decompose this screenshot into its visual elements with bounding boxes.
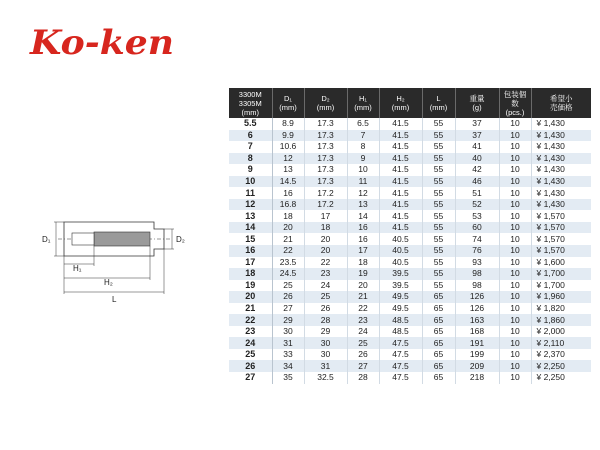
price-cell: ¥ 1,570 (531, 222, 591, 234)
table-cell: 14 (347, 210, 379, 222)
table-row (229, 222, 591, 234)
table-cell: 10 (499, 337, 531, 349)
table-cell: 10 (499, 291, 531, 303)
table-cell: 25 (347, 337, 379, 349)
price-cell: ¥ 1,570 (531, 233, 591, 245)
column-header-line: 重量 (469, 94, 485, 103)
price-cell: ¥ 1,430 (531, 118, 591, 130)
table-cell: 10 (499, 210, 531, 222)
table-cell: 191 (455, 337, 499, 349)
size-cell: 12 (229, 199, 272, 211)
table-cell: 65 (422, 314, 455, 326)
table-cell: 39.5 (379, 268, 422, 280)
label-d1: D₁ (42, 235, 51, 244)
table-cell: 8 (347, 141, 379, 153)
table-cell: 16 (347, 222, 379, 234)
table-cell: 47.5 (379, 360, 422, 372)
table-cell: 46 (455, 176, 499, 188)
column-header-line: 包装個数 (503, 89, 527, 108)
table-cell: 41.5 (379, 118, 422, 130)
table-cell: 29 (304, 326, 347, 338)
table-cell: 6.5 (347, 118, 379, 130)
column-header-line: (mm) (316, 103, 335, 112)
size-cell: 13 (229, 210, 272, 222)
table-cell: 55 (422, 280, 455, 292)
table-cell: 8.9 (272, 118, 304, 130)
table-cell: 10 (499, 164, 531, 176)
table-row (229, 199, 591, 211)
price-cell: ¥ 1,430 (531, 164, 591, 176)
table-cell: 42 (455, 164, 499, 176)
table-cell: 41.5 (379, 187, 422, 199)
table-cell: 27 (347, 360, 379, 372)
table-row (229, 176, 591, 188)
table-cell: 21 (272, 233, 304, 245)
table-cell: 20 (272, 222, 304, 234)
table-cell: 126 (455, 291, 499, 303)
table-cell: 55 (422, 268, 455, 280)
table-cell: 55 (422, 118, 455, 130)
table-cell: 10 (499, 222, 531, 234)
table-row (229, 280, 591, 292)
table-cell: 55 (422, 187, 455, 199)
table-cell: 65 (422, 291, 455, 303)
table-cell: 65 (422, 349, 455, 361)
table-cell: 23 (304, 268, 347, 280)
table-cell: 10 (499, 314, 531, 326)
label-d2: D₂ (176, 235, 185, 244)
table-cell: 18 (347, 257, 379, 269)
column-header-line: 3300M (238, 89, 262, 99)
size-cell: 5.5 (229, 118, 272, 130)
koken-logo (28, 16, 178, 66)
table-cell: 22 (304, 257, 347, 269)
table-cell: 10 (499, 118, 531, 130)
table-cell: 26 (347, 349, 379, 361)
table-cell: 26 (272, 291, 304, 303)
column-header (379, 88, 422, 118)
table-cell: 18 (304, 222, 347, 234)
price-cell: ¥ 1,960 (531, 291, 591, 303)
table-cell: 25 (272, 280, 304, 292)
logo-text: Ko-ken (28, 23, 174, 63)
table-cell: 60 (455, 222, 499, 234)
size-cell: 25 (229, 349, 272, 361)
label-h1: H₁ (73, 264, 82, 273)
table-cell: 65 (422, 337, 455, 349)
table-cell: 20 (347, 280, 379, 292)
column-header (455, 88, 499, 118)
column-header-line: H₁ (359, 94, 367, 103)
price-cell: ¥ 2,370 (531, 349, 591, 361)
table-row (229, 257, 591, 269)
table-cell: 10 (499, 245, 531, 257)
column-header (531, 88, 591, 118)
size-cell: 7 (229, 141, 272, 153)
table-row (229, 360, 591, 372)
table-cell: 41.5 (379, 153, 422, 165)
table-cell: 27 (272, 303, 304, 315)
table-cell: 17.3 (304, 130, 347, 142)
table-cell: 12 (272, 153, 304, 165)
size-cell: 20 (229, 291, 272, 303)
table-cell: 49.5 (379, 303, 422, 315)
table-cell: 28 (304, 314, 347, 326)
table-row (229, 314, 591, 326)
table-cell: 10 (499, 326, 531, 338)
size-cell: 24 (229, 337, 272, 349)
table-cell: 33 (272, 349, 304, 361)
table-row (229, 164, 591, 176)
table-cell: 49.5 (379, 291, 422, 303)
price-cell: ¥ 1,820 (531, 303, 591, 315)
table-cell: 209 (455, 360, 499, 372)
table-cell: 47.5 (379, 337, 422, 349)
size-cell: 18 (229, 268, 272, 280)
socket-dimension-diagram (36, 214, 196, 306)
table-cell: 14.5 (272, 176, 304, 188)
table-cell: 40 (455, 153, 499, 165)
table-cell: 30 (304, 337, 347, 349)
table-row (229, 118, 591, 130)
table-cell: 28 (347, 372, 379, 384)
column-header (272, 88, 304, 118)
table-cell: 10 (499, 141, 531, 153)
size-cell: 15 (229, 233, 272, 245)
table-row (229, 153, 591, 165)
table-row (229, 130, 591, 142)
column-header-line: D₁ (284, 94, 292, 103)
price-cell: ¥ 1,570 (531, 245, 591, 257)
price-cell: ¥ 1,430 (531, 130, 591, 142)
table-cell: 17.3 (304, 164, 347, 176)
table-cell: 55 (422, 199, 455, 211)
table-cell: 199 (455, 349, 499, 361)
table-cell: 17 (304, 210, 347, 222)
price-cell: ¥ 1,430 (531, 199, 591, 211)
column-header-line: H₂ (396, 94, 405, 103)
table-cell: 23 (347, 314, 379, 326)
table-cell: 55 (422, 233, 455, 245)
table-cell: 55 (422, 176, 455, 188)
table-row (229, 349, 591, 361)
column-header (499, 88, 531, 118)
table-cell: 65 (422, 360, 455, 372)
table-cell: 11 (347, 176, 379, 188)
table-cell: 47.5 (379, 349, 422, 361)
table-cell: 10 (499, 268, 531, 280)
column-header (347, 88, 379, 118)
table-cell: 18 (272, 210, 304, 222)
size-cell: 17 (229, 257, 272, 269)
table-cell: 65 (422, 326, 455, 338)
table-cell: 126 (455, 303, 499, 315)
column-header (304, 88, 347, 118)
table-cell: 21 (347, 291, 379, 303)
table-cell: 17.2 (304, 187, 347, 199)
table-row (229, 326, 591, 338)
column-header-line: (mm) (241, 107, 259, 117)
table-cell: 20 (304, 245, 347, 257)
table-cell: 30 (304, 349, 347, 361)
column-header-line: 希望小 (550, 94, 573, 103)
table-cell: 16 (272, 187, 304, 199)
table-cell: 22 (347, 303, 379, 315)
table-cell: 10 (499, 257, 531, 269)
table-cell: 55 (422, 222, 455, 234)
table-cell: 55 (422, 245, 455, 257)
table-cell: 24.5 (272, 268, 304, 280)
socket-spec-table (229, 88, 591, 384)
column-header (229, 88, 272, 118)
size-cell: 26 (229, 360, 272, 372)
table-cell: 23.5 (272, 257, 304, 269)
table-cell: 10 (499, 130, 531, 142)
table-cell: 20 (304, 233, 347, 245)
table-cell: 51 (455, 187, 499, 199)
price-cell: ¥ 2,000 (531, 326, 591, 338)
table-cell: 52 (455, 199, 499, 211)
table-cell: 41.5 (379, 210, 422, 222)
table-cell: 31 (272, 337, 304, 349)
table-cell: 17 (347, 245, 379, 257)
label-h2: H₂ (104, 278, 113, 287)
table-cell: 65 (422, 303, 455, 315)
table-row (229, 303, 591, 315)
table-cell: 41 (455, 141, 499, 153)
table-cell: 41.5 (379, 164, 422, 176)
size-cell: 6 (229, 130, 272, 142)
table-row (229, 233, 591, 245)
table-cell: 10 (499, 187, 531, 199)
price-cell: ¥ 1,700 (531, 280, 591, 292)
size-cell: 11 (229, 187, 272, 199)
table-body (229, 118, 591, 384)
column-header-line: (mm) (279, 103, 297, 112)
table-cell: 10 (499, 372, 531, 384)
price-cell: ¥ 1,570 (531, 210, 591, 222)
column-header-line: (mm) (429, 103, 448, 112)
price-cell: ¥ 2,250 (531, 372, 591, 384)
table-header (229, 88, 591, 118)
table-cell: 17.3 (304, 118, 347, 130)
table-cell: 10 (499, 153, 531, 165)
table-cell: 10.6 (272, 141, 304, 153)
table-cell: 98 (455, 280, 499, 292)
table-cell: 98 (455, 268, 499, 280)
table-cell: 10 (499, 349, 531, 361)
table-cell: 24 (347, 326, 379, 338)
table-cell: 41.5 (379, 199, 422, 211)
socket-section-hatching (72, 232, 150, 246)
table-cell: 10 (499, 360, 531, 372)
table-cell: 55 (422, 153, 455, 165)
size-cell: 23 (229, 326, 272, 338)
table-cell: 48.5 (379, 314, 422, 326)
table-cell: 17.3 (304, 141, 347, 153)
table-cell: 17.3 (304, 153, 347, 165)
table-cell: 48.5 (379, 326, 422, 338)
column-header-line: (mm) (354, 103, 372, 112)
size-cell: 22 (229, 314, 272, 326)
table-cell: 17.2 (304, 199, 347, 211)
table-cell: 47.5 (379, 372, 422, 384)
size-cell: 21 (229, 303, 272, 315)
header-row (229, 88, 591, 118)
table-cell: 32.5 (304, 372, 347, 384)
column-header-line: L (436, 94, 441, 103)
table-cell: 41.5 (379, 176, 422, 188)
table-row (229, 291, 591, 303)
size-cell: 8 (229, 153, 272, 165)
table-cell: 55 (422, 257, 455, 269)
price-cell: ¥ 2,110 (531, 337, 591, 349)
table-cell: 25 (304, 291, 347, 303)
table-cell: 31 (304, 360, 347, 372)
table-cell: 76 (455, 245, 499, 257)
table-cell: 55 (422, 130, 455, 142)
price-cell: ¥ 1,860 (531, 314, 591, 326)
price-cell: ¥ 1,430 (531, 153, 591, 165)
table-cell: 40.5 (379, 233, 422, 245)
size-cell: 16 (229, 245, 272, 257)
table-cell: 74 (455, 233, 499, 245)
label-l: L (112, 295, 117, 304)
table-cell: 168 (455, 326, 499, 338)
size-cell: 19 (229, 280, 272, 292)
table-cell: 7 (347, 130, 379, 142)
price-cell: ¥ 1,430 (531, 141, 591, 153)
table-row (229, 337, 591, 349)
table-cell: 13 (347, 199, 379, 211)
price-cell: ¥ 1,430 (531, 187, 591, 199)
table-cell: 55 (422, 141, 455, 153)
price-cell: ¥ 1,430 (531, 176, 591, 188)
table-cell: 93 (455, 257, 499, 269)
table-cell: 218 (455, 372, 499, 384)
price-cell: ¥ 1,700 (531, 268, 591, 280)
table-row (229, 187, 591, 199)
table-cell: 26 (304, 303, 347, 315)
column-header-line: (mm) (391, 103, 410, 112)
table-cell: 10 (499, 176, 531, 188)
table-cell: 55 (422, 164, 455, 176)
table-cell: 16.8 (272, 199, 304, 211)
table-cell: 22 (272, 245, 304, 257)
table-cell: 30 (272, 326, 304, 338)
size-cell: 14 (229, 222, 272, 234)
table-cell: 16 (347, 233, 379, 245)
size-cell: 10 (229, 176, 272, 188)
size-cell: 9 (229, 164, 272, 176)
column-header-line: 3305M (238, 98, 262, 108)
table-cell: 41.5 (379, 130, 422, 142)
table-cell: 37 (455, 118, 499, 130)
table-cell: 17.3 (304, 176, 347, 188)
table-cell: 19 (347, 268, 379, 280)
table-cell: 41.5 (379, 141, 422, 153)
column-header-line: D₂ (321, 94, 330, 103)
table-cell: 163 (455, 314, 499, 326)
column-header-line: (g) (472, 103, 482, 112)
table-row (229, 245, 591, 257)
table-cell: 24 (304, 280, 347, 292)
table-cell: 10 (347, 164, 379, 176)
table-cell: 34 (272, 360, 304, 372)
table-cell: 35 (272, 372, 304, 384)
table-cell: 65 (422, 372, 455, 384)
table-cell: 29 (272, 314, 304, 326)
table-row (229, 210, 591, 222)
table-cell: 10 (499, 280, 531, 292)
table-cell: 9 (347, 153, 379, 165)
table-row (229, 268, 591, 280)
size-cell: 27 (229, 372, 272, 384)
table-row (229, 141, 591, 153)
column-header (422, 88, 455, 118)
price-cell: ¥ 2,250 (531, 360, 591, 372)
table-cell: 10 (499, 303, 531, 315)
table-cell: 39.5 (379, 280, 422, 292)
table-cell: 10 (499, 199, 531, 211)
table-cell: 55 (422, 210, 455, 222)
table-cell: 9.9 (272, 130, 304, 142)
table-cell: 40.5 (379, 245, 422, 257)
table-cell: 10 (499, 233, 531, 245)
table-cell: 37 (455, 130, 499, 142)
table-row (229, 372, 591, 384)
table-cell: 13 (272, 164, 304, 176)
table-cell: 41.5 (379, 222, 422, 234)
column-header-line: 売価格 (550, 103, 573, 112)
price-cell: ¥ 1,600 (531, 257, 591, 269)
table-cell: 12 (347, 187, 379, 199)
table-cell: 40.5 (379, 257, 422, 269)
column-header-line: (pcs.) (505, 107, 525, 117)
table-cell: 53 (455, 210, 499, 222)
